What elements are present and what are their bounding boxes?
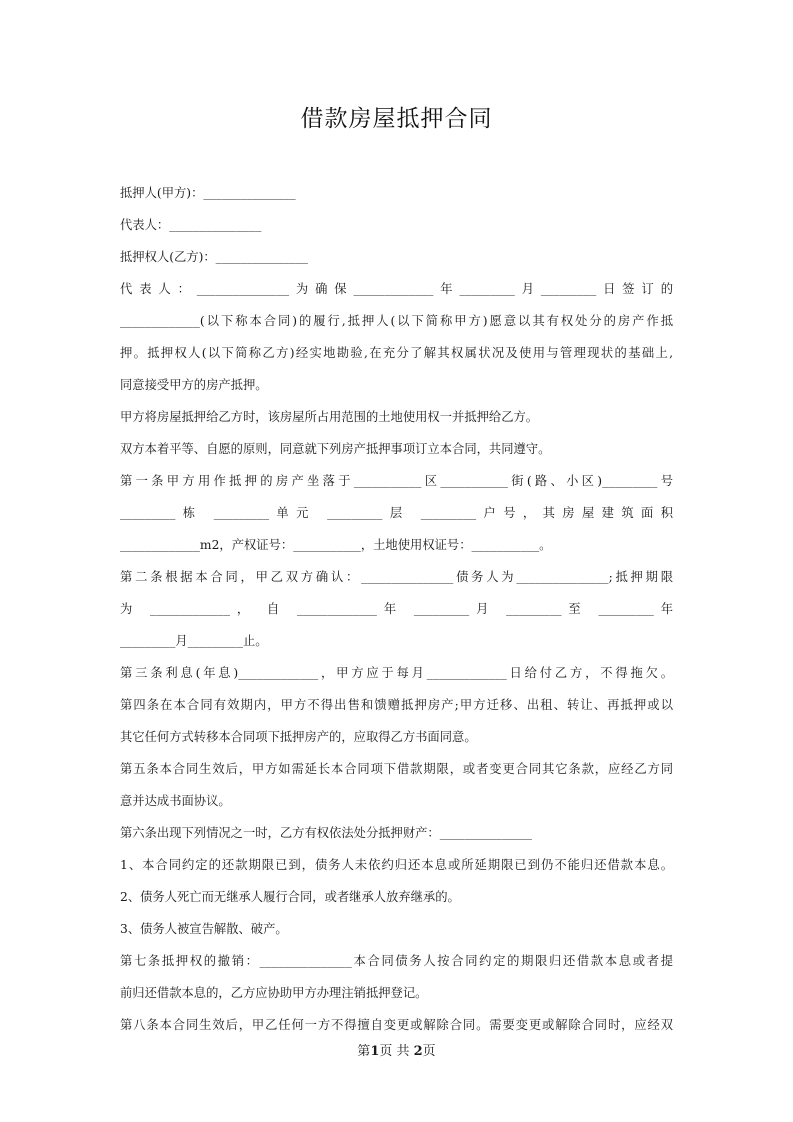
- body-line-article-4a: 第四条在本合同有效期内，甲方不得出售和馈赠抵押房产;甲方迁移、出租、转让、再抵押或以: [120, 698, 673, 712]
- body-line-article-6: 第六条出现下列情况之一时，乙方有权依法处分抵押财产：_______________: [120, 826, 532, 840]
- body-line-article-3: 第三条利息(年息)_____________，甲方应于每月_____________日给付乙方，不得拖欠。: [120, 666, 673, 680]
- body-line-article-6-item-3: 3、债务人被宣告解散、破产。: [120, 922, 288, 936]
- body-line-article-6-item-1: 1、本合同约定的还款期限已到，债务人未依约归还本息或所延期限已到仍不能归还借款本息。: [120, 858, 673, 872]
- body-line-article-5b: 意并达成书面协议。: [120, 794, 231, 808]
- body-line-article-8a: 第八条本合同生效后，甲乙任何一方不得擅自变更或解除合同。需要变更或解除合同时，应经双: [120, 1018, 673, 1032]
- body-line-party-a: 抵押人(甲方)：_______________: [120, 186, 296, 200]
- body-line-intro-1: 代表人：_______________为确保_____________年_________月_________日签订的: [120, 282, 673, 296]
- body-line-article-7a: 第七条抵押权的撤销：_______________本合同债务人按合同约定的期限归还借款本息或者提: [120, 954, 673, 968]
- total-page-number: 2: [413, 1044, 423, 1059]
- body-line-article-5a: 第五条本合同生效后，甲方如需延长本合同项下借款期限，或者变更合同其它条款，应经乙方同: [120, 762, 673, 776]
- footer-suffix: 页: [422, 1044, 436, 1059]
- body-line-article-1c: _____________m2，产权证号：___________，土地使用权证号：___________。: [120, 538, 552, 552]
- body-line-article-2c: _________月_________止。: [120, 634, 268, 648]
- body-line-article-1b: _________栋 _________单元 _________层 _________户号，其房屋建筑面积: [120, 506, 673, 520]
- body-line-intro-2: _____________(以下称本合同)的履行,抵押人(以下简称甲方)愿意以其有权处分的房产作抵: [120, 314, 673, 328]
- footer-middle: 页 共: [379, 1044, 414, 1059]
- body-line-party-b: 抵押权人(乙方)：_______________: [120, 250, 308, 264]
- document-body: [120, 177, 673, 1041]
- document-title: 借款房屋抵押合同: [300, 106, 493, 132]
- body-line-article-1a: 第一条甲方用作抵押的房产坐落于___________区___________街(路、小区)_________号: [120, 474, 673, 488]
- current-page-number: 1: [370, 1044, 380, 1059]
- page-footer: [0, 1040, 793, 1059]
- body-line-land-use: 甲方将房屋抵押给乙方时，该房屋所占用范围的土地使用权一并抵押给乙方。: [120, 410, 539, 424]
- body-line-intro-4: 同意接受甲方的房产抵押。: [120, 378, 268, 392]
- body-line-principle: 双方本着平等、自愿的原则，同意就下列房产抵押事项订立本合同，共同遵守。: [120, 442, 551, 456]
- footer-prefix: 第: [357, 1044, 371, 1059]
- body-line-article-4b: 其它任何方式转移本合同项下抵押房产的，应取得乙方书面同意。: [120, 730, 477, 744]
- body-line-article-6-item-2: 2、债务人死亡而无继承人履行合同，或者继承人放弃继承的。: [120, 890, 460, 904]
- body-line-article-7b: 前归还借款本息的，乙方应协助甲方办理注销抵押登记。: [120, 986, 428, 1000]
- body-line-representative: 代表人：_______________: [120, 218, 262, 232]
- body-line-intro-3: 押。抵押权人(以下简称乙方)经实地勘验,在充分了解其权属状况及使用与管理现状的基础上,: [120, 346, 673, 360]
- body-line-article-2a: 第二条根据本合同，甲乙双方确认：_______________债务人为_______________;抵押期限: [120, 570, 673, 584]
- body-line-article-2b: 为 _____________， 自 _____________年 _________月 _________至 _________年: [120, 602, 673, 616]
